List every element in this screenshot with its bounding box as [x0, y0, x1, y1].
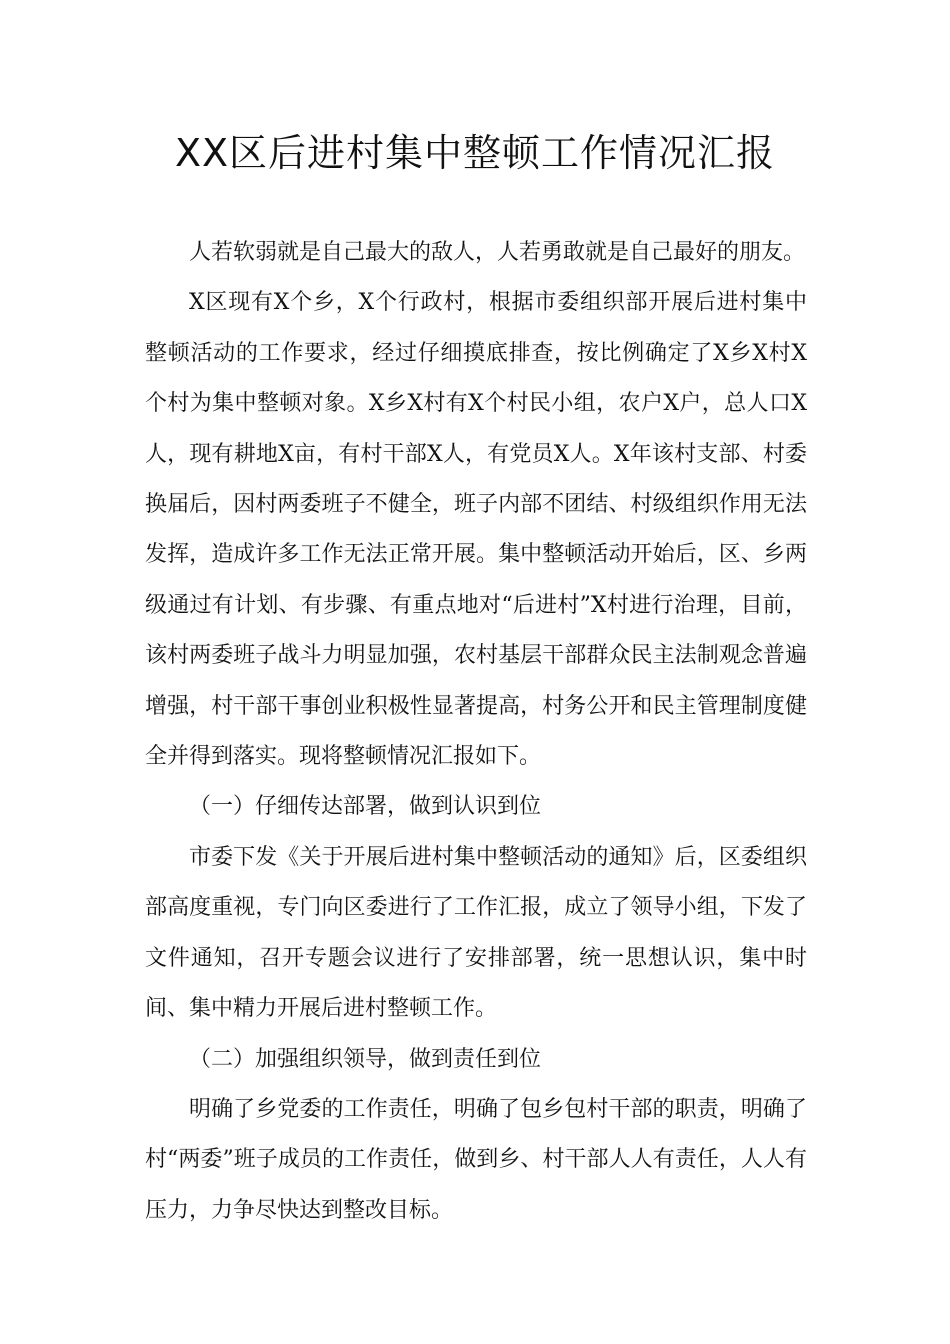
- document-title: XX区后进村集中整顿工作情况汇报: [174, 131, 776, 175]
- document-body: [145, 228, 807, 1236]
- paragraph-section-1: 市委下发《关于开展后进村集中整顿活动的通知》后，区委组织部高度重视，专门向区委进行了工作汇报，成立了领导小组，下发了文件通知，召开专题会议进行了安排部署，统一思想认识，集中时间、集中精力开展后进村整顿工作。: [145, 844, 807, 1022]
- section-heading-2: （二）加强组织领导，做到责任到位: [189, 1046, 542, 1072]
- paragraph-overview: X区现有X个乡，X个行政村，根据市委组织部开展后进村集中整顿活动的工作要求，经过仔细摸底排查，按比例确定了X乡X村X个村为集中整顿对象。X乡X村有X个村民小组，农户X户，总人口X人，现有耕地X亩，有村干部X人，有党员X人。X年该村支部、村委换届后，因村两委班子不健全，班子内部不团结、村级组织作用无法发挥，造成许多工作无法正常开展。集中整顿活动开始后，区、乡两级通过有计划、有步骤、有重点地对“后进村”X村进行治理，目前，该村两委班子战斗力明显加强，农村基层干部群众民主法制观念普遍增强，村干部干事创业积极性显著提高，村务公开和民主管理制度健全并得到落实。现将整顿情况汇报如下。: [145, 290, 808, 770]
- paragraph-opening-quote: 人若软弱就是自己最大的敌人，人若勇敢就是自己最好的朋友。: [189, 240, 806, 265]
- paragraph-section-2: 明确了乡党委的工作责任，明确了包乡包村干部的职责，明确了村“两委”班子成员的工作责任，做到乡、村干部人人有责任，人人有压力，力争尽快达到整改目标。: [145, 1096, 807, 1223]
- section-heading-1: （一）仔细传达部署，做到认识到位: [189, 794, 542, 820]
